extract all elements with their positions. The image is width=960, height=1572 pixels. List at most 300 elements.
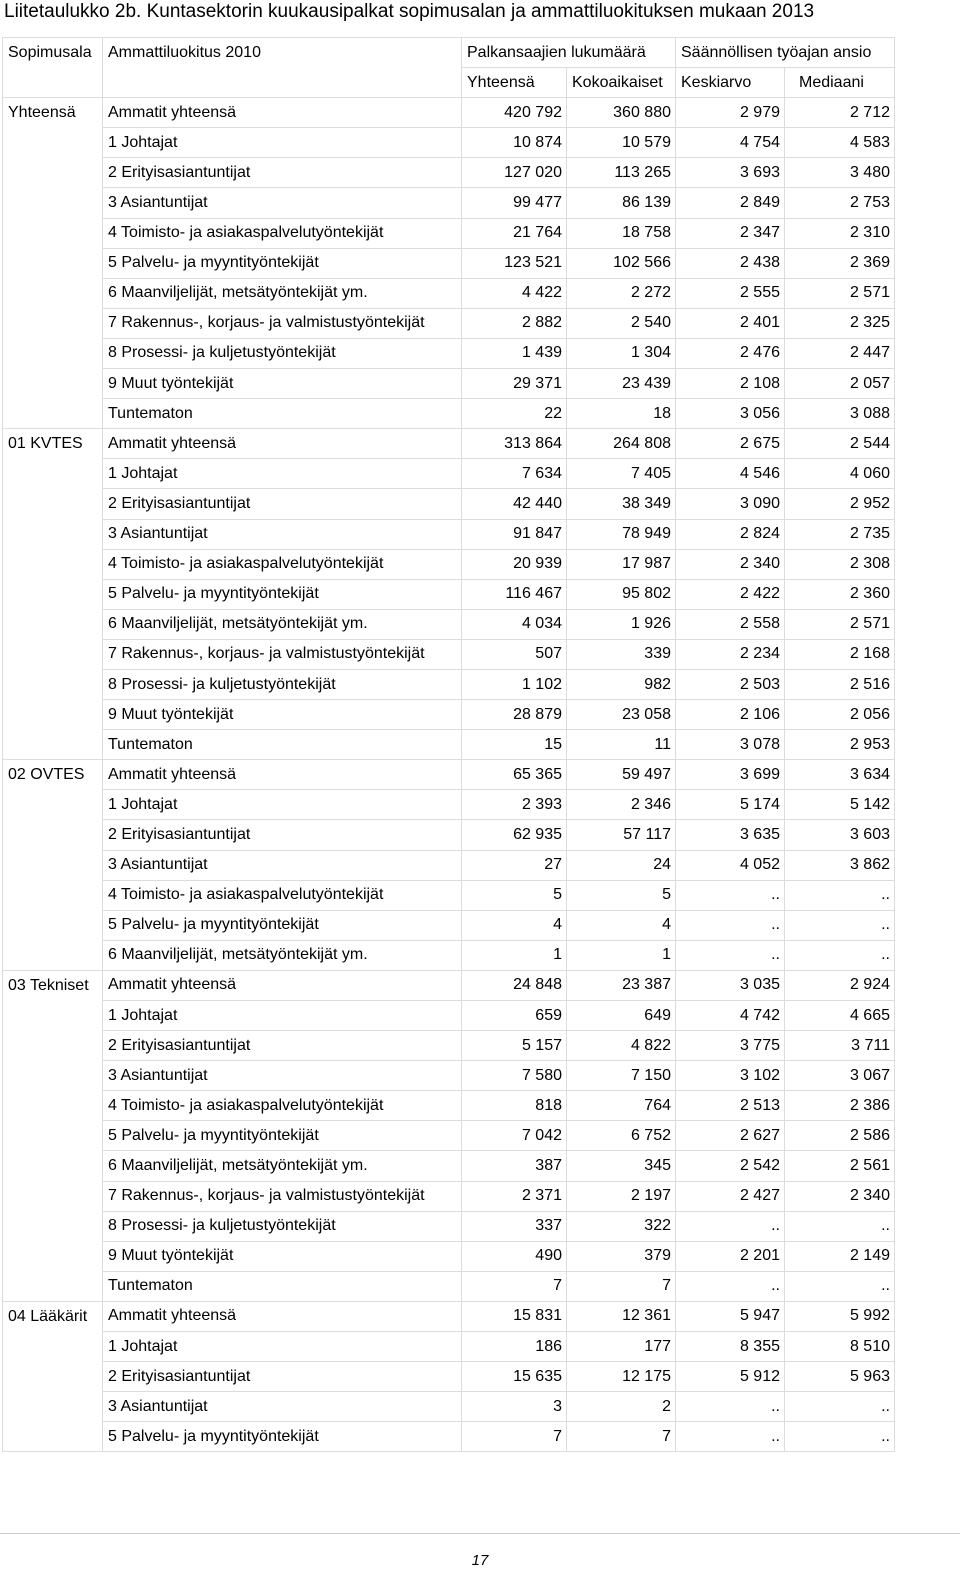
mediaani-cell: 3 067 [785, 1061, 895, 1091]
keskiarvo-cell: .. [676, 880, 785, 910]
table-row [3, 1031, 895, 1061]
ammatti-cell: 3 Asiantuntijat [103, 188, 462, 218]
yhteensa-cell: 818 [462, 1091, 567, 1121]
sopimusala-cell [3, 790, 103, 820]
sopimusala-cell [3, 940, 103, 970]
header-empty-cell [3, 68, 103, 98]
mediaani-cell: 2 571 [785, 609, 895, 639]
sopimusala-cell [3, 218, 103, 248]
sopimusala-cell [3, 1031, 103, 1061]
table-row [3, 1332, 895, 1362]
keskiarvo-cell: 2 106 [676, 700, 785, 730]
table-row [3, 1271, 895, 1301]
mediaani-cell: 3 634 [785, 760, 895, 790]
ammatti-cell: Tuntematon [103, 399, 462, 429]
mediaani-cell: 3 711 [785, 1031, 895, 1061]
header-mediaani: Mediaani [785, 68, 895, 98]
kokoaikaiset-cell: 982 [567, 669, 676, 699]
table-row [3, 970, 895, 1000]
table-row [3, 579, 895, 609]
ammatti-cell: 5 Palvelu- ja myyntityöntekijät [103, 910, 462, 940]
yhteensa-cell: 99 477 [462, 188, 567, 218]
yhteensa-cell: 313 864 [462, 429, 567, 459]
keskiarvo-cell: 3 078 [676, 730, 785, 760]
keskiarvo-cell: 5 947 [676, 1301, 785, 1331]
yhteensa-cell: 7 580 [462, 1061, 567, 1091]
sopimusala-cell [3, 910, 103, 940]
sopimusala-cell [3, 820, 103, 850]
table-row [3, 1301, 895, 1331]
yhteensa-cell: 490 [462, 1241, 567, 1271]
sopimusala-cell: 01 KVTES [3, 429, 103, 459]
keskiarvo-cell: 2 558 [676, 609, 785, 639]
keskiarvo-cell: 3 693 [676, 158, 785, 188]
mediaani-cell: 2 360 [785, 579, 895, 609]
ammatti-cell: 3 Asiantuntijat [103, 850, 462, 880]
keskiarvo-cell: 2 401 [676, 308, 785, 338]
table-row [3, 850, 895, 880]
sopimusala-cell [3, 609, 103, 639]
yhteensa-cell: 24 848 [462, 970, 567, 1000]
kokoaikaiset-cell: 78 949 [567, 519, 676, 549]
ammatti-cell: 3 Asiantuntijat [103, 1061, 462, 1091]
kokoaikaiset-cell: 38 349 [567, 489, 676, 519]
sopimusala-cell [3, 1211, 103, 1241]
mediaani-cell: 4 665 [785, 1001, 895, 1031]
table-row [3, 940, 895, 970]
keskiarvo-cell: 5 174 [676, 790, 785, 820]
header-ansio: Säännöllisen työajan ansio [676, 38, 895, 68]
sopimusala-cell [3, 128, 103, 158]
mediaani-cell: 2 369 [785, 248, 895, 278]
ammatti-cell: Ammatit yhteensä [103, 1301, 462, 1331]
yhteensa-cell: 507 [462, 639, 567, 669]
yhteensa-cell: 420 792 [462, 98, 567, 128]
sopimusala-cell [3, 549, 103, 579]
keskiarvo-cell: 3 090 [676, 489, 785, 519]
mediaani-cell: 2 953 [785, 730, 895, 760]
mediaani-cell: .. [785, 910, 895, 940]
table-row [3, 669, 895, 699]
ammatti-cell: 3 Asiantuntijat [103, 519, 462, 549]
yhteensa-cell: 29 371 [462, 369, 567, 399]
mediaani-cell: 4 583 [785, 128, 895, 158]
table-row [3, 880, 895, 910]
mediaani-cell: 2 325 [785, 308, 895, 338]
kokoaikaiset-cell: 23 439 [567, 369, 676, 399]
mediaani-cell: 2 712 [785, 98, 895, 128]
table-row [3, 1001, 895, 1031]
kokoaikaiset-cell: 10 579 [567, 128, 676, 158]
table-row [3, 820, 895, 850]
keskiarvo-cell: .. [676, 910, 785, 940]
ammatti-cell: 8 Prosessi- ja kuljetustyöntekijät [103, 669, 462, 699]
sopimusala-cell: 04 Lääkärit [3, 1301, 103, 1331]
ammatti-cell: 3 Asiantuntijat [103, 1392, 462, 1422]
mediaani-cell: 5 992 [785, 1301, 895, 1331]
yhteensa-cell: 116 467 [462, 579, 567, 609]
kokoaikaiset-cell: 2 346 [567, 790, 676, 820]
keskiarvo-cell: 4 546 [676, 459, 785, 489]
keskiarvo-cell: 2 347 [676, 218, 785, 248]
mediaani-cell: 2 447 [785, 338, 895, 368]
kokoaikaiset-cell: 345 [567, 1151, 676, 1181]
keskiarvo-cell: .. [676, 1392, 785, 1422]
yhteensa-cell: 1 439 [462, 338, 567, 368]
header-palkansaajat: Palkansaajien lukumäärä [462, 38, 676, 68]
keskiarvo-cell: 2 675 [676, 429, 785, 459]
ammatti-cell: 1 Johtajat [103, 459, 462, 489]
yhteensa-cell: 387 [462, 1151, 567, 1181]
ammatti-cell: 5 Palvelu- ja myyntityöntekijät [103, 1121, 462, 1151]
sopimusala-cell [3, 1241, 103, 1271]
sopimusala-cell [3, 1392, 103, 1422]
page-title: Liitetaulukko 2b. Kuntasektorin kuukausipalkat sopimusalan ja ammattiluokituksen mukaan 2013 [4, 1, 815, 22]
kokoaikaiset-cell: 24 [567, 850, 676, 880]
sopimusala-cell [3, 1362, 103, 1392]
table-row [3, 1422, 895, 1452]
table-row [3, 1091, 895, 1121]
kokoaikaiset-cell: 2 197 [567, 1181, 676, 1211]
yhteensa-cell: 15 831 [462, 1301, 567, 1331]
yhteensa-cell: 27 [462, 850, 567, 880]
kokoaikaiset-cell: 12 175 [567, 1362, 676, 1392]
mediaani-cell: 3 862 [785, 850, 895, 880]
table-row [3, 1241, 895, 1271]
ammatti-cell: 4 Toimisto- ja asiakaspalvelutyöntekijät [103, 880, 462, 910]
mediaani-cell: 2 571 [785, 278, 895, 308]
kokoaikaiset-cell: 23 058 [567, 700, 676, 730]
kokoaikaiset-cell: 1 [567, 940, 676, 970]
mediaani-cell: 2 561 [785, 1151, 895, 1181]
sopimusala-cell [3, 489, 103, 519]
kokoaikaiset-cell: 57 117 [567, 820, 676, 850]
sopimusala-cell [3, 1061, 103, 1091]
ammatti-cell: 2 Erityisasiantuntijat [103, 820, 462, 850]
kokoaikaiset-cell: 649 [567, 1001, 676, 1031]
header-row-2 [3, 68, 895, 98]
kokoaikaiset-cell: 1 926 [567, 609, 676, 639]
keskiarvo-cell: 2 340 [676, 549, 785, 579]
yhteensa-cell: 42 440 [462, 489, 567, 519]
table-row [3, 188, 895, 218]
table-row [3, 730, 895, 760]
mediaani-cell: 2 386 [785, 1091, 895, 1121]
ammatti-cell: 4 Toimisto- ja asiakaspalvelutyöntekijät [103, 218, 462, 248]
ammatti-cell: 4 Toimisto- ja asiakaspalvelutyöntekijät [103, 1091, 462, 1121]
ammatti-cell: 2 Erityisasiantuntijat [103, 1031, 462, 1061]
kokoaikaiset-cell: 5 [567, 880, 676, 910]
yhteensa-cell: 123 521 [462, 248, 567, 278]
yhteensa-cell: 22 [462, 399, 567, 429]
keskiarvo-cell: 2 627 [676, 1121, 785, 1151]
kokoaikaiset-cell: 2 540 [567, 308, 676, 338]
sopimusala-cell [3, 308, 103, 338]
mediaani-cell: 2 924 [785, 970, 895, 1000]
ammatti-cell: 1 Johtajat [103, 790, 462, 820]
keskiarvo-cell: 5 912 [676, 1362, 785, 1392]
table-row [3, 128, 895, 158]
sopimusala-cell [3, 188, 103, 218]
keskiarvo-cell: 2 513 [676, 1091, 785, 1121]
mediaani-cell: .. [785, 1271, 895, 1301]
yhteensa-cell: 20 939 [462, 549, 567, 579]
keskiarvo-cell: 3 056 [676, 399, 785, 429]
mediaani-cell: .. [785, 1211, 895, 1241]
mediaani-cell: 2 544 [785, 429, 895, 459]
ammatti-cell: 1 Johtajat [103, 128, 462, 158]
table-row [3, 790, 895, 820]
kokoaikaiset-cell: 322 [567, 1211, 676, 1241]
yhteensa-cell: 2 393 [462, 790, 567, 820]
kokoaikaiset-cell: 86 139 [567, 188, 676, 218]
yhteensa-cell: 1 [462, 940, 567, 970]
sopimusala-cell [3, 700, 103, 730]
table-row [3, 98, 895, 128]
sopimusala-cell [3, 399, 103, 429]
kokoaikaiset-cell: 379 [567, 1241, 676, 1271]
table-row [3, 549, 895, 579]
ammatti-cell: 2 Erityisasiantuntijat [103, 158, 462, 188]
table-row [3, 218, 895, 248]
ammatti-cell: 6 Maanviljelijät, metsätyöntekijät ym. [103, 278, 462, 308]
ammatti-cell: Ammatit yhteensä [103, 970, 462, 1000]
header-keskiarvo: Keskiarvo [676, 68, 785, 98]
yhteensa-cell: 2 882 [462, 308, 567, 338]
mediaani-cell: 2 952 [785, 489, 895, 519]
yhteensa-cell: 21 764 [462, 218, 567, 248]
header-yhteensa: Yhteensä [462, 68, 567, 98]
table-row [3, 1362, 895, 1392]
sopimusala-cell: Yhteensä [3, 98, 103, 128]
yhteensa-cell: 62 935 [462, 820, 567, 850]
kokoaikaiset-cell: 7 [567, 1271, 676, 1301]
ammatti-cell: Ammatit yhteensä [103, 98, 462, 128]
header-ammattiluokitus: Ammattiluokitus 2010 [103, 38, 462, 68]
yhteensa-cell: 659 [462, 1001, 567, 1031]
kokoaikaiset-cell: 17 987 [567, 549, 676, 579]
keskiarvo-cell: .. [676, 1422, 785, 1452]
table-row [3, 1121, 895, 1151]
kokoaikaiset-cell: 1 304 [567, 338, 676, 368]
sopimusala-cell [3, 1271, 103, 1301]
yhteensa-cell: 5 [462, 880, 567, 910]
ammatti-cell: 9 Muut työntekijät [103, 1241, 462, 1271]
ammatti-cell: 7 Rakennus-, korjaus- ja valmistustyöntekijät [103, 639, 462, 669]
ammatti-cell: 6 Maanviljelijät, metsätyöntekijät ym. [103, 940, 462, 970]
kokoaikaiset-cell: 339 [567, 639, 676, 669]
keskiarvo-cell: .. [676, 940, 785, 970]
kokoaikaiset-cell: 2 [567, 1392, 676, 1422]
ammatti-cell: 5 Palvelu- ja myyntityöntekijät [103, 579, 462, 609]
kokoaikaiset-cell: 102 566 [567, 248, 676, 278]
kokoaikaiset-cell: 7 150 [567, 1061, 676, 1091]
table-row [3, 760, 895, 790]
table-row [3, 248, 895, 278]
keskiarvo-cell: 8 355 [676, 1332, 785, 1362]
table-row [3, 1211, 895, 1241]
yhteensa-cell: 65 365 [462, 760, 567, 790]
ammatti-cell: 6 Maanviljelijät, metsätyöntekijät ym. [103, 609, 462, 639]
yhteensa-cell: 127 020 [462, 158, 567, 188]
table-row [3, 338, 895, 368]
keskiarvo-cell: 2 979 [676, 98, 785, 128]
table-row [3, 910, 895, 940]
sopimusala-cell [3, 1332, 103, 1362]
yhteensa-cell: 186 [462, 1332, 567, 1362]
sopimusala-cell [3, 1001, 103, 1031]
table-row [3, 1061, 895, 1091]
kokoaikaiset-cell: 7 [567, 1422, 676, 1452]
kokoaikaiset-cell: 764 [567, 1091, 676, 1121]
keskiarvo-cell: 3 699 [676, 760, 785, 790]
header-row-1 [3, 38, 895, 68]
sopimusala-cell [3, 1181, 103, 1211]
keskiarvo-cell: 2 503 [676, 669, 785, 699]
keskiarvo-cell: 2 422 [676, 579, 785, 609]
table-row [3, 459, 895, 489]
kokoaikaiset-cell: 6 752 [567, 1121, 676, 1151]
mediaani-cell: 2 340 [785, 1181, 895, 1211]
ammatti-cell: 5 Palvelu- ja myyntityöntekijät [103, 1422, 462, 1452]
ammatti-cell: Tuntematon [103, 1271, 462, 1301]
yhteensa-cell: 2 371 [462, 1181, 567, 1211]
kokoaikaiset-cell: 12 361 [567, 1301, 676, 1331]
ammatti-cell: 5 Palvelu- ja myyntityöntekijät [103, 248, 462, 278]
sopimusala-cell [3, 1422, 103, 1452]
sopimusala-cell: 02 OVTES [3, 760, 103, 790]
table-row [3, 278, 895, 308]
sopimusala-cell [3, 369, 103, 399]
kokoaikaiset-cell: 4 [567, 910, 676, 940]
table-row [3, 158, 895, 188]
table-row [3, 519, 895, 549]
kokoaikaiset-cell: 4 822 [567, 1031, 676, 1061]
yhteensa-cell: 15 635 [462, 1362, 567, 1392]
mediaani-cell: 5 142 [785, 790, 895, 820]
keskiarvo-cell: 2 824 [676, 519, 785, 549]
kokoaikaiset-cell: 360 880 [567, 98, 676, 128]
keskiarvo-cell: .. [676, 1271, 785, 1301]
kokoaikaiset-cell: 2 272 [567, 278, 676, 308]
mediaani-cell: 8 510 [785, 1332, 895, 1362]
header-kokoaikaiset: Kokoaikaiset [567, 68, 676, 98]
sopimusala-cell [3, 338, 103, 368]
mediaani-cell: 2 310 [785, 218, 895, 248]
sopimusala-cell [3, 1151, 103, 1181]
keskiarvo-cell: 3 102 [676, 1061, 785, 1091]
mediaani-cell: 2 308 [785, 549, 895, 579]
keskiarvo-cell: 3 635 [676, 820, 785, 850]
yhteensa-cell: 3 [462, 1392, 567, 1422]
mediaani-cell: 2 168 [785, 639, 895, 669]
table-body [3, 98, 895, 1452]
ammatti-cell: 7 Rakennus-, korjaus- ja valmistustyöntekijät [103, 308, 462, 338]
mediaani-cell: .. [785, 880, 895, 910]
ammatti-cell: 1 Johtajat [103, 1001, 462, 1031]
mediaani-cell: 2 516 [785, 669, 895, 699]
mediaani-cell: .. [785, 940, 895, 970]
header-empty-cell [103, 68, 462, 98]
sopimusala-cell [3, 278, 103, 308]
kokoaikaiset-cell: 113 265 [567, 158, 676, 188]
mediaani-cell: .. [785, 1422, 895, 1452]
ammatti-cell: Ammatit yhteensä [103, 760, 462, 790]
kokoaikaiset-cell: 7 405 [567, 459, 676, 489]
sopimusala-cell [3, 850, 103, 880]
footer-divider [0, 1533, 960, 1534]
mediaani-cell: 3 088 [785, 399, 895, 429]
keskiarvo-cell: .. [676, 1211, 785, 1241]
yhteensa-cell: 4 [462, 910, 567, 940]
salary-table [2, 37, 895, 1452]
yhteensa-cell: 7 634 [462, 459, 567, 489]
ammatti-cell: 1 Johtajat [103, 1332, 462, 1362]
ammatti-cell: Tuntematon [103, 730, 462, 760]
table-row [3, 1392, 895, 1422]
yhteensa-cell: 4 034 [462, 609, 567, 639]
ammatti-cell: 9 Muut työntekijät [103, 700, 462, 730]
ammatti-cell: Ammatit yhteensä [103, 429, 462, 459]
table-row [3, 429, 895, 459]
sopimusala-cell [3, 579, 103, 609]
sopimusala-cell [3, 639, 103, 669]
ammatti-cell: 4 Toimisto- ja asiakaspalvelutyöntekijät [103, 549, 462, 579]
page-number: 17 [471, 1552, 489, 1569]
table-row [3, 369, 895, 399]
yhteensa-cell: 4 422 [462, 278, 567, 308]
kokoaikaiset-cell: 11 [567, 730, 676, 760]
yhteensa-cell: 7 [462, 1422, 567, 1452]
yhteensa-cell: 1 102 [462, 669, 567, 699]
keskiarvo-cell: 2 542 [676, 1151, 785, 1181]
keskiarvo-cell: 2 438 [676, 248, 785, 278]
keskiarvo-cell: 4 052 [676, 850, 785, 880]
table-row [3, 1181, 895, 1211]
sopimusala-cell [3, 248, 103, 278]
mediaani-cell: 2 056 [785, 700, 895, 730]
sopimusala-cell [3, 519, 103, 549]
ammatti-cell: 2 Erityisasiantuntijat [103, 489, 462, 519]
yhteensa-cell: 337 [462, 1211, 567, 1241]
kokoaikaiset-cell: 177 [567, 1332, 676, 1362]
sopimusala-cell [3, 1121, 103, 1151]
ammatti-cell: 7 Rakennus-, korjaus- ja valmistustyöntekijät [103, 1181, 462, 1211]
keskiarvo-cell: 2 427 [676, 1181, 785, 1211]
kokoaikaiset-cell: 95 802 [567, 579, 676, 609]
mediaani-cell: 2 586 [785, 1121, 895, 1151]
keskiarvo-cell: 2 555 [676, 278, 785, 308]
yhteensa-cell: 91 847 [462, 519, 567, 549]
keskiarvo-cell: 2 201 [676, 1241, 785, 1271]
table-row [3, 489, 895, 519]
mediaani-cell: 4 060 [785, 459, 895, 489]
table-row [3, 609, 895, 639]
yhteensa-cell: 28 879 [462, 700, 567, 730]
ammatti-cell: 6 Maanviljelijät, metsätyöntekijät ym. [103, 1151, 462, 1181]
kokoaikaiset-cell: 18 758 [567, 218, 676, 248]
sopimusala-cell [3, 669, 103, 699]
mediaani-cell: 5 963 [785, 1362, 895, 1392]
table-row [3, 1151, 895, 1181]
keskiarvo-cell: 4 742 [676, 1001, 785, 1031]
mediaani-cell: 2 735 [785, 519, 895, 549]
yhteensa-cell: 7 042 [462, 1121, 567, 1151]
mediaani-cell: 2 149 [785, 1241, 895, 1271]
sopimusala-cell [3, 880, 103, 910]
sopimusala-cell [3, 730, 103, 760]
ammatti-cell: 8 Prosessi- ja kuljetustyöntekijät [103, 1211, 462, 1241]
